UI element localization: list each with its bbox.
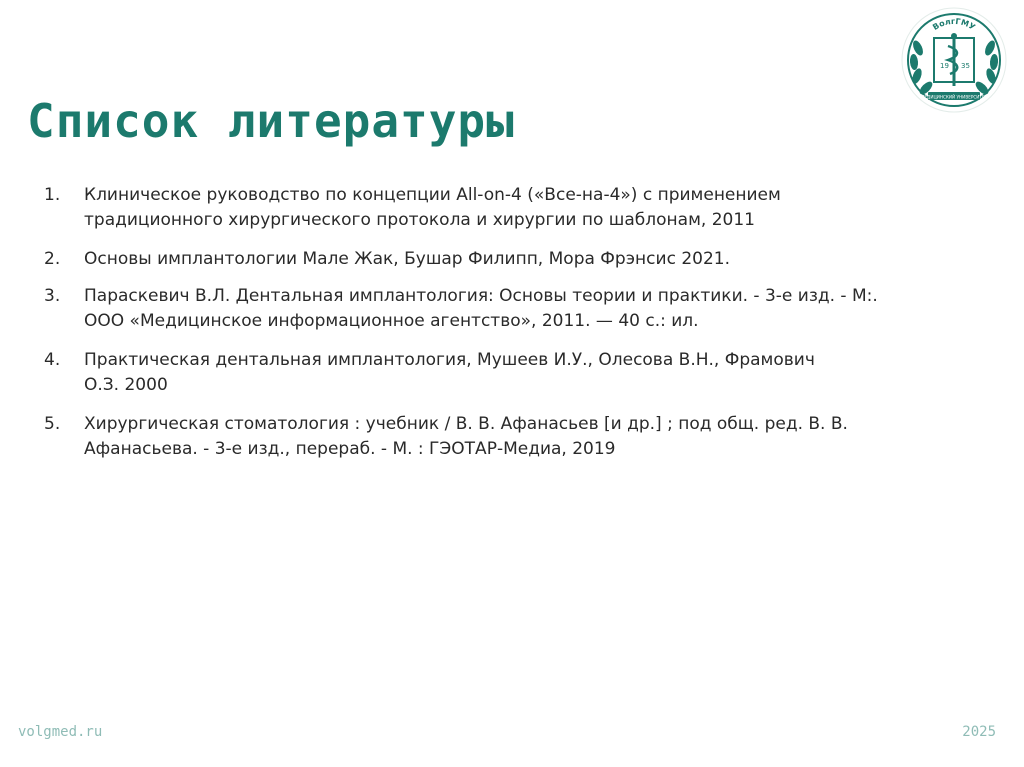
logo-text-bottom: МЕДИЦИНСКИЙ УНИВЕРСИТЕТ: [920, 94, 988, 100]
reference-item: [44, 412, 924, 462]
reference-text: [84, 247, 924, 272]
reference-line: Параскевич В.Л. Дентальная имплантология: Основы теории и практики. - 3-е изд. - М:.: [84, 286, 878, 306]
reference-text: [84, 412, 924, 462]
reference-line: Хирургическая стоматология : учебник / В. В. Афанасьев [и др.] ; под общ. ред. В. В.: [84, 414, 848, 434]
reference-line: Основы имплантологии Мале Жак, Бушар Филипп, Мора Фрэнсис 2021.: [84, 249, 730, 269]
reference-number: 5.: [44, 414, 61, 434]
slide-title: Список литературы: [27, 94, 515, 148]
logo-text-top: ВолгГМУ: [931, 16, 977, 32]
reference-number: 3.: [44, 286, 61, 306]
reference-item: [44, 284, 924, 334]
reference-number: 1.: [44, 185, 61, 205]
reference-line: ООО «Медицинское информационное агентство», 2011. — 40 с.: ил.: [84, 311, 699, 331]
reference-line: Практическая дентальная имплантология, Мушеев И.У., Олесова В.Н., Фрамович: [84, 350, 815, 370]
footer-site-link[interactable]: volgmed.ru: [18, 724, 103, 740]
reference-item: [44, 183, 924, 233]
reference-line: О.З. 2000: [84, 375, 168, 395]
reference-text: [84, 348, 924, 398]
university-emblem-icon: [898, 6, 1010, 114]
reference-number: 2.: [44, 249, 61, 269]
reference-text: [84, 183, 924, 233]
reference-number: 4.: [44, 350, 61, 370]
reference-line: традиционного хирургического протокола и хирургии по шаблонам, 2011: [84, 210, 755, 230]
reference-list: [44, 183, 924, 476]
logo-year-right: 35: [961, 62, 970, 70]
reference-text: [84, 284, 924, 334]
footer-year: 2025: [962, 724, 996, 740]
reference-item: [44, 247, 924, 272]
reference-line: Клиническое руководство по концепции All-on-4 («Все-на-4») с применением: [84, 185, 781, 205]
logo-year-left: 19: [940, 62, 949, 70]
reference-item: [44, 348, 924, 398]
reference-line: Афанасьева. - 3-е изд., перераб. - М. : ГЭОТАР-Медиа, 2019: [84, 439, 616, 459]
